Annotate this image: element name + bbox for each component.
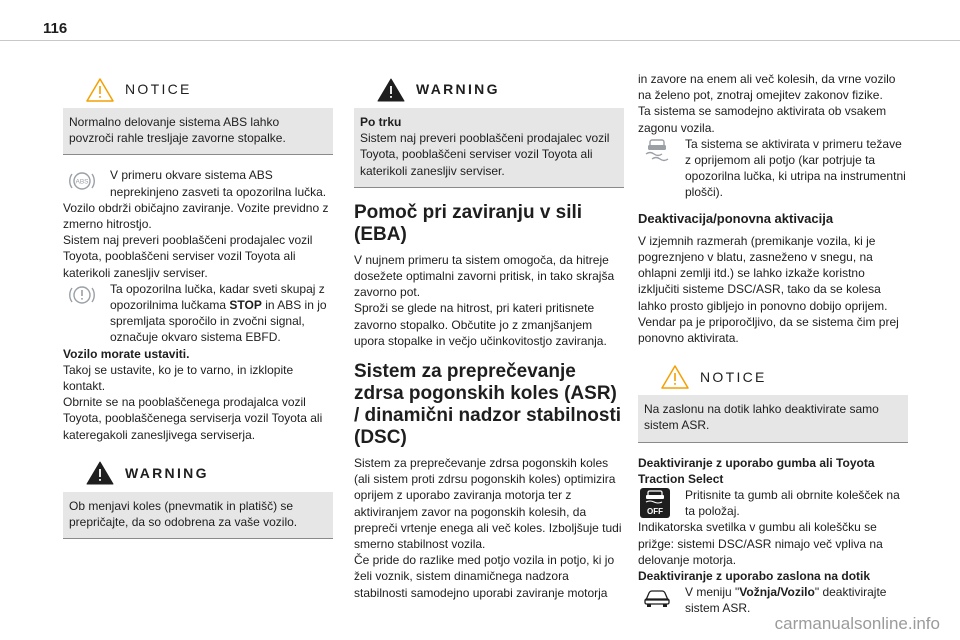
asr-text-1: Sistem za preprečevanje zdrsa pogonskih koles (ali sistem proti zdrsu pogonskih koles) optimizira oprijem z uporabo zaviranja motorja ter z aktiviranjem zavor na pogonskih kolesih, da prepreči vrtenje enega ali več koles. Izboljšuje tudi smerno stabilnost vozila. — [354, 456, 622, 552]
screen-block — [638, 584, 908, 616]
dsc-lamp-block — [638, 136, 908, 201]
ebfd-warning-block — [63, 281, 333, 346]
warning-triangle-icon — [85, 460, 115, 486]
warning-triangle-icon — [376, 77, 406, 103]
notice-header — [63, 71, 333, 108]
asr-text-2: Če pride do razlike med potjo vozila in potjo, ki jo želi voznik, sistem dinamičnega nadzora stabilnosti samodejno uporabi zaviranje motorja — [354, 553, 615, 600]
deact-text: V izjemnih razmerah (premikanje vozila, ki je pogreznjeno v blatu, zasneženo v snegu, na ohlapni zemlji itd.) se lahko izkaže koristno izključiti sisteme DSC/ASR, tako da se kolesa lahko prosto gibljejo in ponovno dobijo oprijem. — [638, 233, 888, 313]
notice-title: NOTICE — [700, 368, 767, 385]
screen-text-a: V meniju " — [685, 585, 740, 600]
notice-triangle-icon — [660, 364, 690, 390]
dsc-off-button-icon — [640, 488, 670, 518]
notice-text: Na zaslonu na dotik lahko deaktivirate samo sistem ASR. — [638, 395, 908, 441]
column-middle — [354, 71, 624, 601]
warning-box-wheels — [63, 455, 333, 539]
eba-text-1: V nujnem primeru ta sistem omogoča, da hitreje dosežete optimalni zavorni pritisk, in tako skrajša zavorno pot. — [354, 252, 615, 300]
off-icon-label: OFF — [647, 507, 663, 517]
off-button-block — [638, 487, 908, 519]
screen-text — [685, 584, 908, 616]
button-text: Pritisnite ta gumb ali obrnite kolešček na ta položaj. — [685, 488, 900, 519]
warning-heading: Po trku — [360, 115, 402, 129]
screen-text-b: " deaktivirajte sistem ASR. — [685, 585, 887, 616]
notice-header — [638, 358, 908, 395]
dsc-text-3: Ta sistema se aktivirata v primeru težave z oprijemom ali potjo (kar potrjuje ta opozorilna lučka, ki utripa na instrumentni plošči). — [685, 136, 906, 200]
notice-text: Normalno delovanje sistema ABS lahko povzroči rahle tresljaje zavorne stopalke. — [63, 108, 333, 154]
contact-text: Obrnite se na pooblaščenega prodajalca vozil Toyota, pooblaščenega serviserja vozil Toyota ali kateregakoli zanesljivega serviserja. — [63, 395, 323, 442]
ebfd-text — [110, 281, 333, 346]
screen-text-menu: Vožnja/Vozilo — [739, 585, 815, 600]
button-text-2: Indikatorska svetilka v gumbu ali koleščku se prižge: sistemi DSC/ASR nimajo več vpliva na delovanje motorja. — [638, 520, 883, 567]
warning-text: Sistem naj preveri pooblaščeni prodajalec vozil Toyota, pooblaščeni serviser vozil Toyota ali katerikoli zanesljiv serviser. — [360, 131, 610, 178]
button-heading: Deaktiviranje z uporabo gumba ali Toyota Traction Select — [638, 455, 875, 486]
ebfd-text-stop: STOP — [229, 298, 262, 313]
warning-header — [354, 71, 624, 108]
stop-text: Takoj se ustavite, ko je to varno, in izklopite kontakt. — [63, 362, 294, 394]
eba-heading: Pomoč pri zaviranju v sili (EBA) — [354, 201, 583, 245]
deact-heading: Deaktivacija/ponovna aktivacija — [638, 210, 834, 226]
notice-box-asr — [638, 358, 908, 442]
warning-text: Ob menjavi koles (pnevmatik in platišč) se prepričajte, da so odobrena za vaše vozilo. — [63, 492, 333, 538]
warning-body — [354, 108, 624, 187]
deact-text-2: Vendar pa je priporočljivo, da se sistema čim prej ponovno aktivirata. — [638, 314, 899, 346]
stop-heading: Vozilo morate ustaviti. — [63, 346, 190, 361]
screen-heading: Deaktiviranje z uporabo zaslona na dotik — [638, 569, 871, 584]
abs-text-2: Vozilo obdrži običajno zaviranje. Vozite previdno z zmerno hitrostjo. — [63, 200, 329, 232]
footer-watermark: carmanualsonline.info — [774, 614, 940, 633]
dsc-text-2: Ta sistema se samodejno aktivirata ob vsakem zagonu vozila. — [638, 104, 887, 135]
abs-icon-label: ABS — [75, 178, 89, 186]
ebfd-text-b: in ABS in jo spremljata sporočilo in zvočni signal, označuje okvaro sistema EBFD. — [110, 298, 327, 345]
asr-heading: Sistem za preprečevanje zdrsa pogonskih koles (ASR) / dinamični nadzor stabilnosti (DSC) — [354, 361, 622, 449]
column-left — [63, 71, 333, 551]
column-right — [638, 71, 908, 617]
car-menu-icon — [642, 585, 672, 609]
ebfd-text-a: Ta opozorilna lučka, kadar sveti skupaj z opozorilnima lučkama — [110, 281, 325, 313]
notice-triangle-icon — [85, 77, 115, 103]
warning-header — [63, 455, 333, 492]
abs-warning-lamp-icon — [67, 168, 97, 194]
abs-warning-block — [63, 167, 333, 280]
brake-warning-lamp-icon — [67, 282, 97, 308]
warning-title: WARNING — [416, 81, 500, 98]
eba-text-2: Sproži se glede na hitrost, pri kateri pritisnete zavorno stopalko. Občutite jo z zmanjšanjem upora stopalke in večjo učinkovitostjo zaviranja. — [354, 301, 607, 348]
header-divider — [0, 40, 960, 41]
page-number: 116 — [43, 20, 68, 37]
abs-text-1: V primeru okvare sistema ABS neprekinjeno zasveti ta opozorilna lučka. — [110, 168, 327, 199]
abs-text-3: Sistem naj preveri pooblaščeni prodajalec vozil Toyota, pooblaščeni serviser vozil Toyota ali katerikoli zanesljiv serviser. — [63, 233, 313, 280]
skid-warning-lamp-icon — [642, 137, 672, 163]
warning-box-crash — [354, 71, 624, 188]
notice-box — [63, 71, 333, 155]
notice-title: NOTICE — [125, 81, 192, 98]
warning-title: WARNING — [125, 465, 209, 482]
dsc-text-1: in zavore na enem ali več kolesih, da vrne vozilo na želeno pot, znotraj omejitev zakonov fizike. — [638, 72, 896, 103]
